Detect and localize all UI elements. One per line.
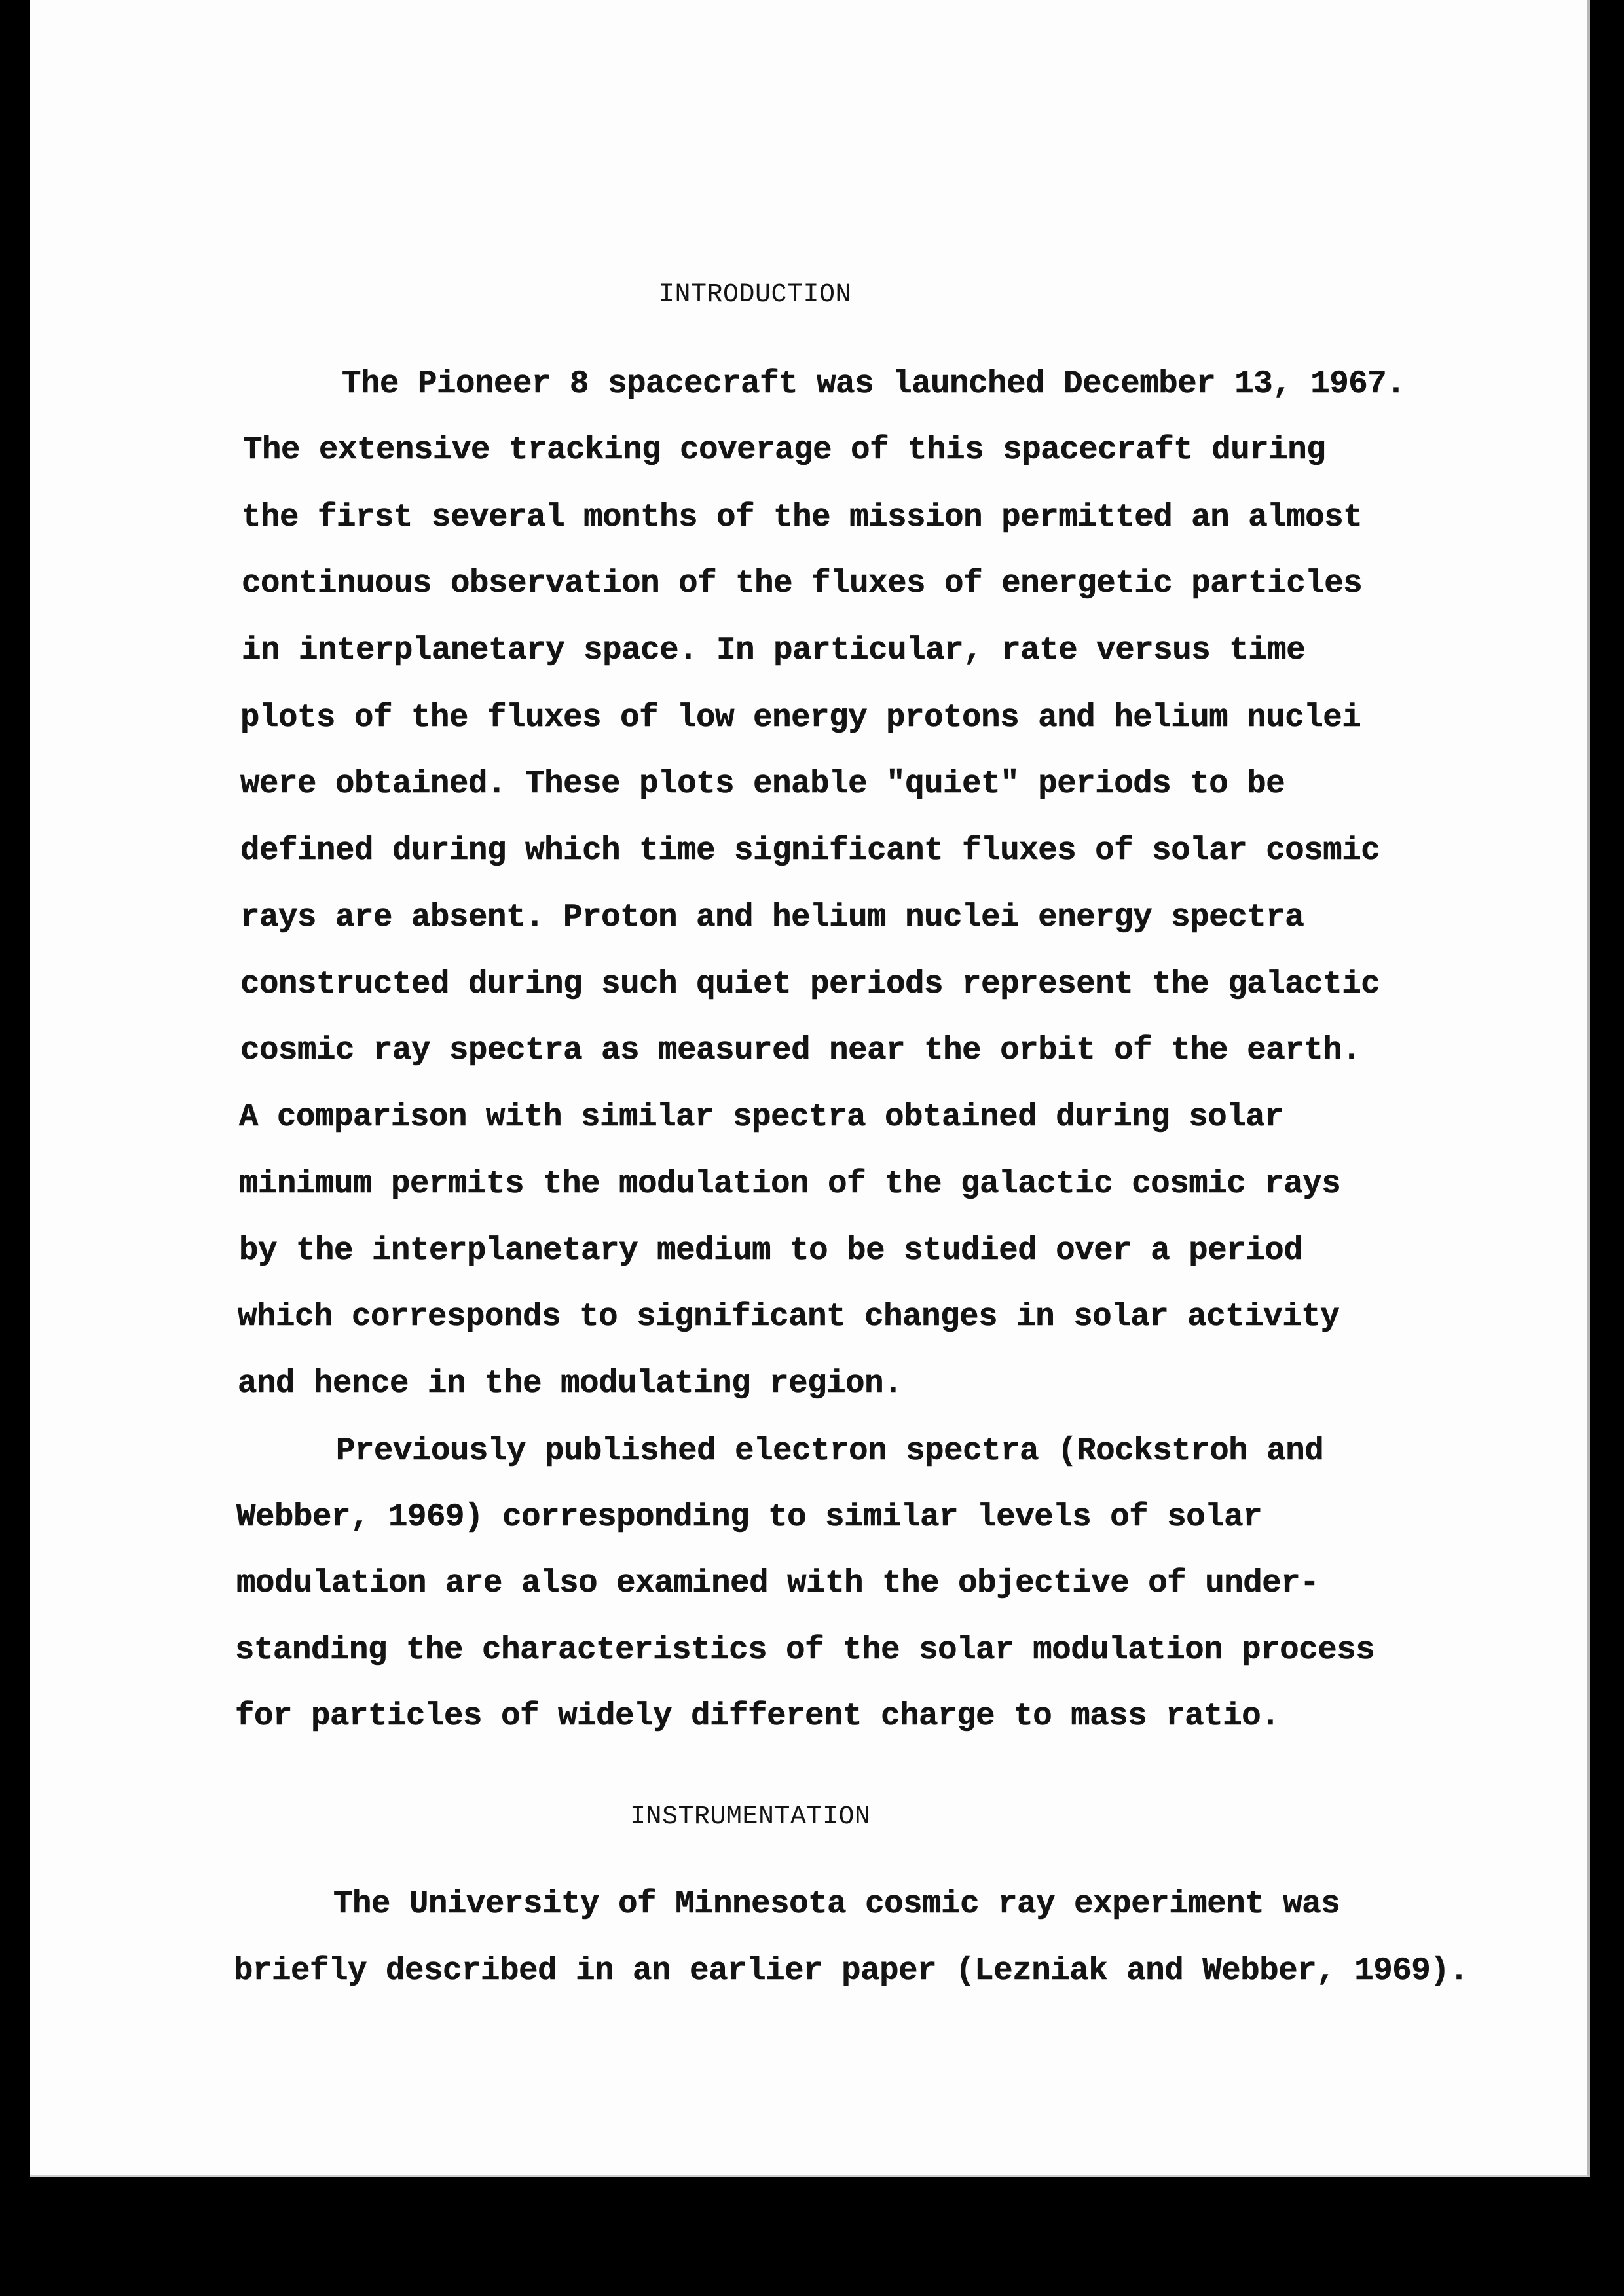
text-line: by the interplanetary medium to be studied over a period xyxy=(239,1232,1303,1269)
text-line: plots of the fluxes of low energy protons and helium nuclei xyxy=(240,699,1361,736)
text-line: Webber, 1969) corresponding to similar levels of solar xyxy=(236,1499,1263,1535)
text-line: defined during which time significant fluxes of solar cosmic xyxy=(240,832,1380,869)
text-line: rays are absent. Proton and helium nuclei energy spectra xyxy=(240,899,1304,936)
text-line: minimum permits the modulation of the galactic cosmic rays xyxy=(239,1165,1341,1202)
text-line: The Pioneer 8 spacecraft was launched December 13, 1967. xyxy=(342,365,1406,402)
text-line: and hence in the modulating region. xyxy=(238,1365,903,1402)
text-line: which corresponds to significant changes in solar activity xyxy=(238,1298,1340,1335)
text-line: modulation are also examined with the objective of under- xyxy=(236,1565,1320,1601)
text-line: cosmic ray spectra as measured near the orbit of the earth. xyxy=(240,1032,1361,1068)
text-line: in interplanetary space. In particular, rate versus time xyxy=(242,632,1306,668)
text-line: constructed during such quiet periods represent the galactic xyxy=(240,966,1380,1002)
text-line: briefly described in an earlier paper (Lezniak and Webber, 1969). xyxy=(234,1952,1469,1989)
text-line: standing the characteristics of the solar modulation process xyxy=(235,1631,1375,1668)
text-line: The University of Minnesota cosmic ray experiment was xyxy=(333,1886,1340,1922)
text-line: were obtained. These plots enable "quiet" periods to be xyxy=(240,765,1285,802)
text-line: The extensive tracking coverage of this spacecraft during xyxy=(243,431,1326,468)
text-line: A comparison with similar spectra obtained during solar xyxy=(239,1099,1284,1135)
text-line: for particles of widely different charge to mass ratio. xyxy=(235,1698,1280,1734)
section-heading-instrumentation: INSTRUMENTATION xyxy=(630,1802,871,1832)
section-heading-introduction: INTRODUCTION xyxy=(659,280,852,310)
document-page xyxy=(30,0,1590,2177)
text-line: Previously published electron spectra (Rockstroh and xyxy=(336,1432,1324,1469)
text-line: continuous observation of the fluxes of energetic particles xyxy=(242,565,1363,602)
text-line: the first several months of the mission permitted an almost xyxy=(242,499,1363,536)
